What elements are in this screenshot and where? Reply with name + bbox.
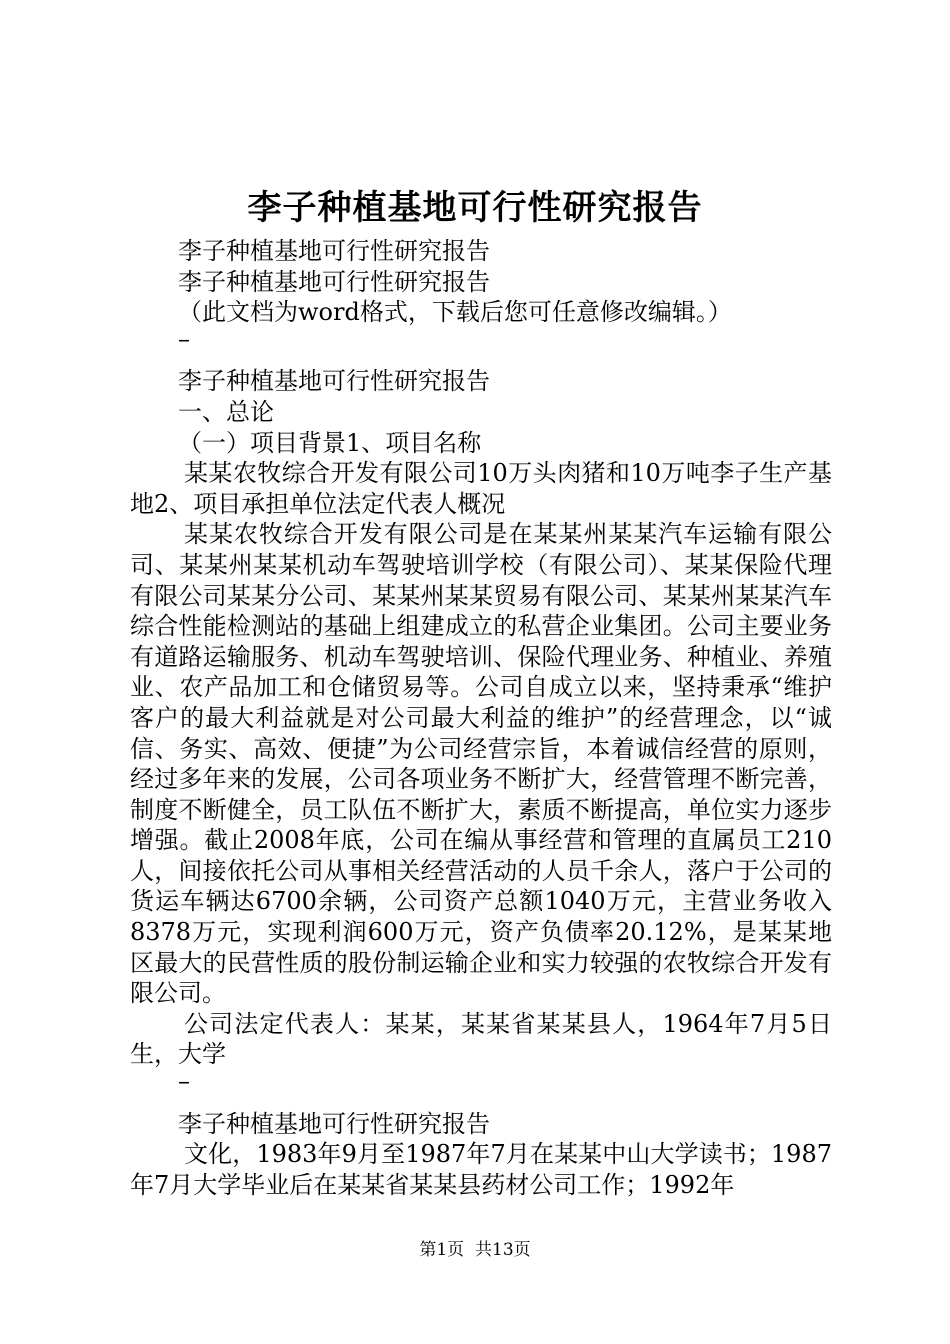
paragraph-company-overview: 某某农牧综合开发有限公司是在某某州某某汽车运输有限公司、某某州某某机动车驾驶培训学校（有限公司）、某某保险代理有限公司某某分公司、某某州某某贸易有限公司、某某州某某汽车综合性能检测站的基础上组建成立的私营企业集团。公司主要业务有道路运输服务、机动车驾驶培训、保险代理业务、种植业、养殖业、农产品加工和仓储贸易等。公司自成立以来，坚持秉承“维护客户的最大利益就是对公司最大利益的维护”的经营理念，以“诚信、务实、高效、便捷”为公司经营宗旨，本着诚信经营的原则，经过多年来的发展，公司各项业务不断扩大，经营管理不断完善，制度不断健全，员工队伍不断扩大，素质不断提高，单位实力逐步增强。截止2008年底，公司在编从事经营和管理的直属员工210人，间接依托公司从事相关经营活动的人员千余人，落户于公司的货运车辆达6700余辆，公司资产总额1040万元，主营业务收入8378万元，实现利润600万元，资产负债率20.12%，是某某地区最大的民营性质的股份制运输企业和实力较强的农牧综合开发有限公司。 <box>130 520 832 1008</box>
footer-spacer <box>464 1240 475 1260</box>
page-number: 第1页 <box>419 1240 465 1260</box>
spacer <box>130 1101 832 1109</box>
paragraph-education: 文化，1983年9月至1987年7月在某某中山大学读书；1987年7月大学毕业后在某某省某某县药材公司工作；1992年 <box>130 1140 832 1199</box>
body-line-title-1: 李子种植基地可行性研究报告 <box>178 237 490 265</box>
page-total: 共13页 <box>475 1240 531 1260</box>
page-footer <box>0 1238 950 1262</box>
repeat-title: 李子种植基地可行性研究报告 <box>178 367 490 396</box>
format-note: （此文档为word格式，下载后您可任意修改编辑。） <box>178 298 732 327</box>
separator-dash: – <box>178 1067 190 1096</box>
body-line-title-2: 李子种植基地可行性研究报告 <box>178 267 490 296</box>
spacer <box>130 358 832 366</box>
section-heading: 一、总论 <box>178 397 274 426</box>
repeat-title: 李子种植基地可行性研究报告 <box>178 1109 490 1138</box>
subsection-heading: （一）项目背景1、项目名称 <box>178 428 482 457</box>
paragraph-legal-representative: 公司法定代表人：某某，某某省某某县人，1964年7月5日生，大学 <box>130 1009 832 1069</box>
paragraph-project-name: 某某农牧综合开发有限公司10万头肉猪和10万吨李子生产基地2、项目承担单位法定代表人概况 <box>130 459 832 518</box>
document-title: 李子种植基地可行性研究报告 <box>247 188 703 228</box>
document-body <box>130 236 832 1200</box>
separator-dash: – <box>178 324 190 353</box>
